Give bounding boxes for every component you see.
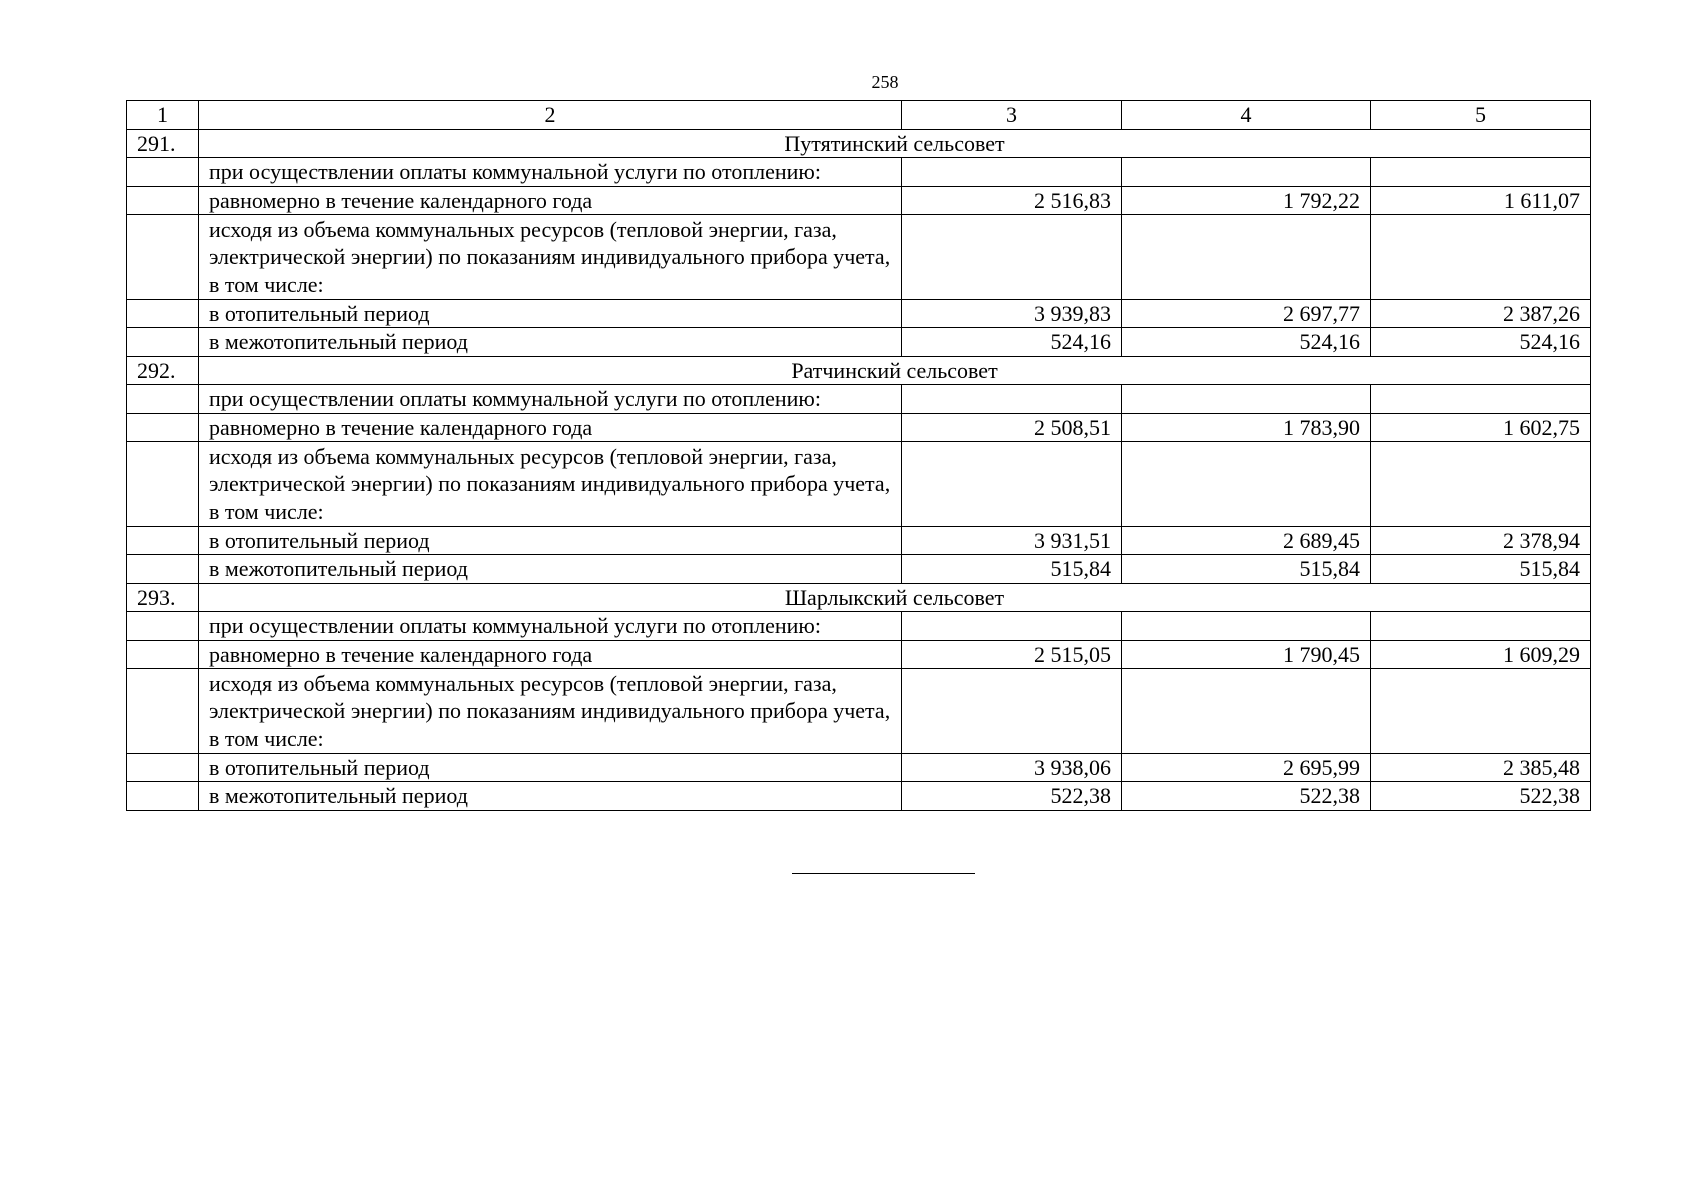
value-col-5: 1 611,07 bbox=[1371, 186, 1591, 215]
row-number-cell bbox=[127, 555, 199, 584]
value-col-5 bbox=[1371, 215, 1591, 300]
table-row bbox=[127, 640, 1591, 669]
group-number: 291. bbox=[127, 129, 199, 158]
table-row bbox=[127, 328, 1591, 357]
header-row bbox=[127, 101, 1591, 130]
group-header-row bbox=[127, 129, 1591, 158]
value-col-3: 2 516,83 bbox=[902, 186, 1122, 215]
value-col-3 bbox=[902, 442, 1122, 527]
table-row bbox=[127, 385, 1591, 414]
table-row bbox=[127, 442, 1591, 527]
row-label: исходя из объема коммунальных ресурсов (тепловой энергии, газа, электрической энергии) по показаниям индивидуального прибора учета, в том числе: bbox=[199, 442, 902, 527]
value-col-4: 1 783,90 bbox=[1122, 413, 1371, 442]
row-number-cell bbox=[127, 640, 199, 669]
row-number-cell bbox=[127, 413, 199, 442]
value-col-4 bbox=[1122, 215, 1371, 300]
value-col-3: 3 939,83 bbox=[902, 299, 1122, 328]
table-row bbox=[127, 753, 1591, 782]
page-number: 258 bbox=[871, 72, 899, 92]
group-name: Шарлыкский сельсовет bbox=[199, 583, 1591, 612]
value-col-4 bbox=[1122, 612, 1371, 641]
table-row bbox=[127, 669, 1591, 754]
value-col-5 bbox=[1371, 442, 1591, 527]
value-col-3 bbox=[902, 215, 1122, 300]
value-col-4 bbox=[1122, 385, 1371, 414]
value-col-3: 515,84 bbox=[902, 555, 1122, 584]
column-header-4: 4 bbox=[1122, 101, 1371, 130]
value-col-3: 2 515,05 bbox=[902, 640, 1122, 669]
table-row bbox=[127, 186, 1591, 215]
row-number-cell bbox=[127, 158, 199, 187]
table-row bbox=[127, 782, 1591, 811]
row-label: в отопительный период bbox=[199, 526, 902, 555]
table-row bbox=[127, 158, 1591, 187]
value-col-3 bbox=[902, 385, 1122, 414]
row-label: при осуществлении оплаты коммунальной услуги по отоплению: bbox=[199, 385, 902, 414]
group-number: 293. bbox=[127, 583, 199, 612]
value-col-5 bbox=[1371, 385, 1591, 414]
row-number-cell bbox=[127, 526, 199, 555]
table-row bbox=[127, 413, 1591, 442]
value-col-5: 524,16 bbox=[1371, 328, 1591, 357]
row-label: в отопительный период bbox=[199, 753, 902, 782]
row-number-cell bbox=[127, 299, 199, 328]
value-col-5 bbox=[1371, 158, 1591, 187]
table-row bbox=[127, 526, 1591, 555]
group-name: Ратчинский сельсовет bbox=[199, 356, 1591, 385]
group-name: Путятинский сельсовет bbox=[199, 129, 1591, 158]
value-col-5: 2 385,48 bbox=[1371, 753, 1591, 782]
value-col-4: 2 695,99 bbox=[1122, 753, 1371, 782]
value-col-3 bbox=[902, 612, 1122, 641]
value-col-3 bbox=[902, 158, 1122, 187]
value-col-4: 1 792,22 bbox=[1122, 186, 1371, 215]
row-number-cell bbox=[127, 669, 199, 754]
group-header-row bbox=[127, 583, 1591, 612]
value-col-4: 515,84 bbox=[1122, 555, 1371, 584]
row-label: исходя из объема коммунальных ресурсов (тепловой энергии, газа, электрической энергии) по показаниям индивидуального прибора учета, в том числе: bbox=[199, 669, 902, 754]
value-col-4: 522,38 bbox=[1122, 782, 1371, 811]
value-col-3 bbox=[902, 669, 1122, 754]
row-label: равномерно в течение календарного года bbox=[199, 186, 902, 215]
row-label: исходя из объема коммунальных ресурсов (тепловой энергии, газа, электрической энергии) по показаниям индивидуального прибора учета, в том числе: bbox=[199, 215, 902, 300]
value-col-4: 2 689,45 bbox=[1122, 526, 1371, 555]
table-row bbox=[127, 555, 1591, 584]
column-header-3: 3 bbox=[902, 101, 1122, 130]
value-col-5 bbox=[1371, 669, 1591, 754]
column-header-2: 2 bbox=[199, 101, 902, 130]
value-col-4: 1 790,45 bbox=[1122, 640, 1371, 669]
value-col-4: 2 697,77 bbox=[1122, 299, 1371, 328]
table-row bbox=[127, 612, 1591, 641]
row-label: равномерно в течение календарного года bbox=[199, 640, 902, 669]
group-header-row bbox=[127, 356, 1591, 385]
value-col-3: 3 938,06 bbox=[902, 753, 1122, 782]
row-label: при осуществлении оплаты коммунальной услуги по отоплению: bbox=[199, 158, 902, 187]
row-label: при осуществлении оплаты коммунальной услуги по отоплению: bbox=[199, 612, 902, 641]
value-col-3: 2 508,51 bbox=[902, 413, 1122, 442]
row-number-cell bbox=[127, 215, 199, 300]
column-header-5: 5 bbox=[1371, 101, 1591, 130]
row-number-cell bbox=[127, 442, 199, 527]
row-number-cell bbox=[127, 782, 199, 811]
value-col-5: 1 602,75 bbox=[1371, 413, 1591, 442]
value-col-5: 522,38 bbox=[1371, 782, 1591, 811]
row-label: в межотопительный период bbox=[199, 782, 902, 811]
value-col-5: 1 609,29 bbox=[1371, 640, 1591, 669]
value-col-3: 3 931,51 bbox=[902, 526, 1122, 555]
row-label: в межотопительный период bbox=[199, 555, 902, 584]
value-col-4: 524,16 bbox=[1122, 328, 1371, 357]
end-of-document-rule bbox=[792, 873, 975, 874]
row-label: в отопительный период bbox=[199, 299, 902, 328]
table-row bbox=[127, 215, 1591, 300]
tariff-table bbox=[126, 100, 1591, 811]
row-number-cell bbox=[127, 385, 199, 414]
group-number: 292. bbox=[127, 356, 199, 385]
value-col-5: 515,84 bbox=[1371, 555, 1591, 584]
row-number-cell bbox=[127, 753, 199, 782]
value-col-5 bbox=[1371, 612, 1591, 641]
row-label: равномерно в течение календарного года bbox=[199, 413, 902, 442]
row-number-cell bbox=[127, 612, 199, 641]
value-col-5: 2 387,26 bbox=[1371, 299, 1591, 328]
row-number-cell bbox=[127, 328, 199, 357]
row-label: в межотопительный период bbox=[199, 328, 902, 357]
value-col-3: 524,16 bbox=[902, 328, 1122, 357]
row-number-cell bbox=[127, 186, 199, 215]
table-row bbox=[127, 299, 1591, 328]
value-col-4 bbox=[1122, 669, 1371, 754]
column-header-1: 1 bbox=[127, 101, 199, 130]
value-col-3: 522,38 bbox=[902, 782, 1122, 811]
value-col-4 bbox=[1122, 158, 1371, 187]
value-col-5: 2 378,94 bbox=[1371, 526, 1591, 555]
value-col-4 bbox=[1122, 442, 1371, 527]
